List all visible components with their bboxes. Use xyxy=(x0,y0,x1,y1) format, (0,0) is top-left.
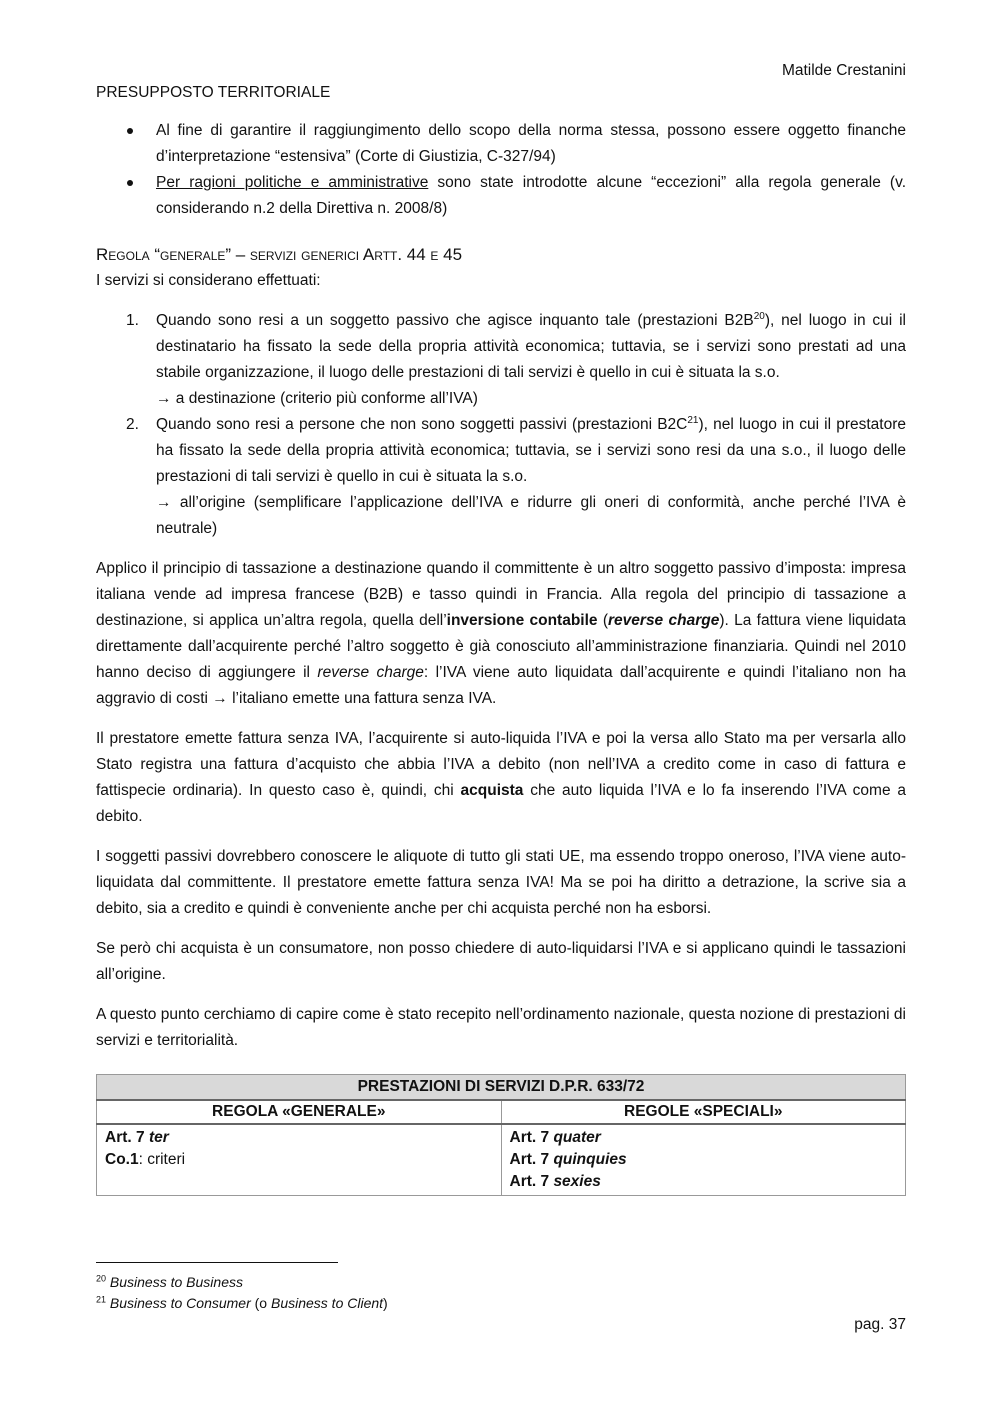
footnote xyxy=(96,1272,388,1293)
paragraph: I soggetti passivi dovrebbero conoscere le aliquote di tutto gli stati UE, ma essendo troppo oneroso, l’IVA viene auto-liquidata dal committente. Il prestatore emette fattura senza IVA! Ma se poi ha diritto a detrazione, la scrive sia a debito, sia a credito e quindi è conveniente anche per chi acquista perché non ha esborsi. xyxy=(96,848,906,917)
cell-line xyxy=(105,1127,493,1149)
paragraph: A questo punto cerchiamo di capire come è stato recepito nell’ordinamento nazionale, questa nozione di prestazioni di servizi e territorialità. xyxy=(96,1006,906,1049)
main-content xyxy=(96,118,906,1196)
cell-line xyxy=(510,1171,898,1193)
text-run: Applico il principio di tassazione a destinazione quando il committente è un altro soggetto passivo d’imposta: impresa italiana vende ad impresa francese (B2B) e tasso quindi in Francia. Alla regola del principio di tassazione a destinazione, si applica un’altra regola, quella dell’ xyxy=(96,560,906,629)
footnote-divider xyxy=(96,1262,338,1263)
table-caption: PRESTAZIONI DI SERVIZI D.P.R. 633/72 xyxy=(97,1075,906,1101)
footnote xyxy=(96,1293,388,1314)
text-run: Il prestatore emette fattura senza IVA, l’acquirente si auto-liquida l’IVA e poi la versa allo Stato ma per versarla allo Stato registra una fattura d’acquisto che abbia l’IVA a debito (non nell’IVA a credito come in caso di fattura e fattispecie ordinaria). In questo caso è, quindi, chi xyxy=(96,730,906,799)
footnote-text: (o xyxy=(250,1295,271,1311)
table-cell-special xyxy=(501,1124,906,1196)
table-cell-general xyxy=(97,1124,502,1196)
text-run: che auto liquida l’IVA e lo fa inserendo l’IVA come a debito. xyxy=(96,782,906,825)
bold-text: acquista xyxy=(460,782,524,799)
footnote-number: 21 xyxy=(96,1294,107,1305)
text-run: ( xyxy=(597,612,609,629)
bullet-item xyxy=(96,118,906,170)
item-arrow-note: → a destinazione (criterio più conforme all’IVA) xyxy=(156,390,478,407)
cell-line xyxy=(510,1149,898,1171)
paragraph xyxy=(96,556,906,712)
services-table xyxy=(96,1074,906,1196)
bullet-text: Al fine di garantire il raggiungimento dello scopo della norma stessa, possono essere oggetto finanche d’interpretazione “estensiva” (Corte di Giustizia, C-327/94) xyxy=(156,122,906,165)
text-run: : l’IVA viene auto liquidata dall’acquirente e quindi l’italiano non ha aggravio di costi → l’italiano emette una fattura senza IVA. xyxy=(96,664,907,707)
bold-text: Co.1 xyxy=(105,1151,139,1168)
table-header-general: REGOLA «GENERALE» xyxy=(97,1100,502,1124)
bold-text: Art. 7 xyxy=(509,1129,554,1146)
footnote-ref: 21 xyxy=(687,414,699,426)
cell-line xyxy=(105,1149,493,1171)
bold-italic-text: sexies xyxy=(553,1173,601,1190)
footnotes xyxy=(96,1272,388,1314)
paragraph xyxy=(96,726,906,830)
italic-text: reverse charge xyxy=(317,664,424,681)
bullet-underlined-text: Per ragioni politiche e amministrative xyxy=(156,174,429,191)
item-number: 2. xyxy=(126,416,139,433)
bullet-list xyxy=(96,118,906,222)
bold-text: Art. 7 xyxy=(509,1151,554,1168)
item-text: ), nel luogo in cui il destinatario ha fissato la sede della propria attività economica; tuttavia, se i servizi sono prestati ad una stabile organizzazione, il luogo delle prestazioni di tali servizi è quello in cui è situata la s.o. xyxy=(156,312,907,381)
footnote-text: ) xyxy=(383,1295,388,1311)
header-section-title: PRESUPPOSTO TERRITORIALE xyxy=(96,84,331,101)
bold-italic-text: quinquies xyxy=(553,1151,627,1168)
numbered-list xyxy=(96,308,906,542)
bold-italic-text: quater xyxy=(553,1129,601,1146)
numbered-item xyxy=(96,308,906,412)
header-author: Matilde Crestanini xyxy=(781,62,906,79)
rule-title: Regola “generale” – servizi generici Artt. 44 e 45 xyxy=(96,245,463,264)
cell-line xyxy=(510,1127,898,1149)
item-text: ), nel luogo in cui il prestatore ha fissato la sede della propria attività economica; tuttavia, se i servizi sono resi da una s.o., il luogo delle prestazioni di tali servizi è quello in cui è situata la s.o. xyxy=(156,416,906,485)
intro-text: I servizi si considerano effettuati: xyxy=(96,272,321,289)
item-arrow-note: → all’origine (semplificare l’applicazione dell’IVA e ridurre gli oneri di conformità, anche perché l’IVA è neutrale) xyxy=(156,494,906,537)
table-header-special: REGOLE «SPECIALI» xyxy=(501,1100,906,1124)
numbered-item xyxy=(96,412,906,542)
text-run: : criteri xyxy=(138,1151,186,1168)
paragraph: Se però chi acquista è un consumatore, non posso chiedere di auto-liquidarsi l’IVA e si applicano quindi le tassazioni all’origine. xyxy=(96,940,906,983)
footnote-text: Business to Client xyxy=(270,1295,384,1311)
bold-text: inversione contabile xyxy=(446,612,598,629)
footnote-number: 20 xyxy=(96,1273,107,1284)
page-number: pag. 37 xyxy=(854,1316,906,1333)
footnote-ref: 20 xyxy=(753,310,765,322)
footnote-text: Business to Consumer xyxy=(109,1295,251,1311)
item-text: Quando sono resi a un soggetto passivo che agisce inquanto tale (prestazioni B2B xyxy=(156,312,754,329)
item-text: Quando sono resi a persone che non sono soggetti passivi (prestazioni B2C xyxy=(156,416,688,433)
bold-italic-text: ter xyxy=(148,1129,169,1146)
bold-text: Art. 7 xyxy=(105,1129,149,1146)
bold-text: Art. 7 xyxy=(509,1173,554,1190)
bullet-text: sono state introdotte alcune “eccezioni” alla regola generale (v. considerando n.2 della Direttiva n. 2008/8) xyxy=(156,174,907,217)
text-run: ). La fattura viene liquidata direttamente dall’acquirente perché l’altro soggetto è già conosciuto all’amministrazione finanziaria. Quindi nel 2010 hanno deciso di aggiungere il xyxy=(96,612,906,681)
bullet-item xyxy=(96,170,906,222)
bold-italic-text: reverse charge xyxy=(608,612,720,629)
item-number: 1. xyxy=(126,312,139,329)
footnote-text: Business to Business xyxy=(109,1274,243,1290)
